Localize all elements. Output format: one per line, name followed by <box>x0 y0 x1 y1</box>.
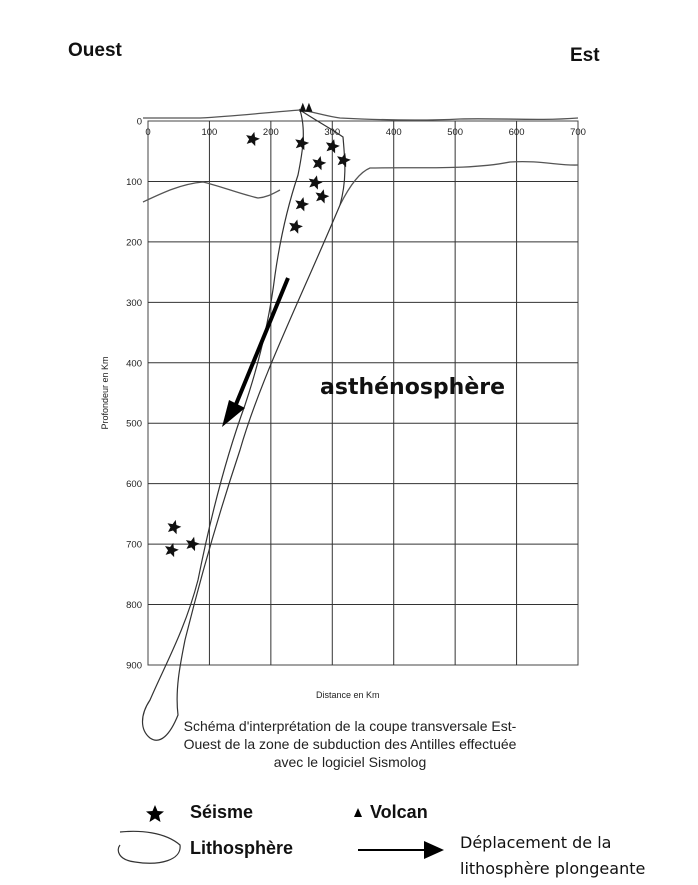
y-tick-label: 300 <box>126 297 142 309</box>
earthquake-star <box>316 189 330 203</box>
y-tick-label: 600 <box>126 479 142 491</box>
figure-caption <box>140 717 560 771</box>
y-tick-label: 200 <box>126 237 142 249</box>
y-tick-label: 800 <box>126 600 142 612</box>
west-label: Ouest <box>68 40 122 61</box>
legend-movement-label <box>460 830 645 882</box>
x-tick-label: 300 <box>324 127 341 138</box>
earthquake-star <box>289 220 303 234</box>
x-tick-label: 100 <box>201 127 218 138</box>
earthquake-star <box>246 132 260 146</box>
volcano-triangle <box>305 103 312 112</box>
y-tick-label: 500 <box>126 418 142 430</box>
east-label: Est <box>570 45 600 66</box>
surface-line <box>143 110 578 120</box>
legend-volcano-label: Volcan <box>370 802 428 822</box>
subducting-lithosphere <box>143 110 345 740</box>
chart-marks <box>165 103 351 557</box>
x-tick-label: 400 <box>385 127 402 138</box>
earthquake-star <box>295 197 309 211</box>
legend-movement-line-1: Déplacement de la <box>460 833 612 852</box>
x-tick-label: 200 <box>262 127 279 138</box>
y-tick-label: 700 <box>126 539 142 551</box>
caption-line-2: Ouest de la zone de subduction des Antilles effectuée <box>183 736 517 752</box>
east-lithosphere-base <box>340 162 578 205</box>
legend-earthquake-label: Séisme <box>190 802 254 822</box>
x-tick-label: 0 <box>145 127 151 138</box>
y-tick-label: 900 <box>126 660 142 672</box>
earthquake-star <box>168 520 182 534</box>
y-axis-title: Profondeur en Km <box>100 356 110 430</box>
movement-arrow <box>232 278 288 414</box>
caption-line-3: avec le logiciel Sismolog <box>273 754 427 770</box>
earthquake-star <box>337 153 351 167</box>
legend-lithosphere-label: Lithosphère <box>190 838 294 858</box>
earthquake-star <box>326 139 340 153</box>
asthenosphere-label: asthénosphère <box>320 375 506 400</box>
west-lithosphere-base <box>143 182 280 202</box>
caption-line-1: Schéma d'interprétation de la coupe transversale Est- <box>183 718 517 734</box>
earthquake-star <box>309 175 323 189</box>
y-tick-label: 0 <box>136 116 142 128</box>
y-tick-label: 100 <box>126 176 142 188</box>
x-tick-label: 500 <box>447 127 464 138</box>
x-tick-label: 700 <box>570 127 586 138</box>
legend-movement-line-2: lithosphère plongeante <box>460 859 646 878</box>
x-tick-label: 600 <box>508 127 525 138</box>
volcano-triangle <box>299 103 306 112</box>
earthquake-star <box>312 156 326 170</box>
chart-shapes <box>143 110 579 740</box>
y-tick-label: 400 <box>126 358 142 370</box>
earthquake-star <box>165 543 179 557</box>
x-axis-title: Distance en Km <box>316 690 380 700</box>
